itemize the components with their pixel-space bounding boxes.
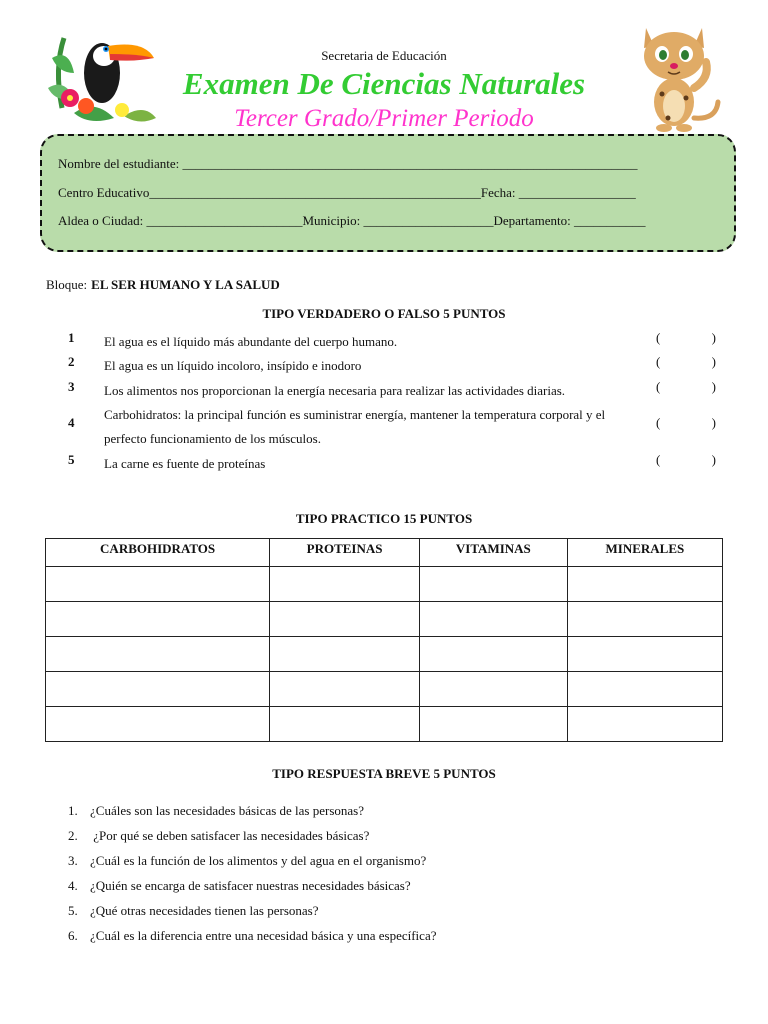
list-item: 1. ¿Cuáles son las necesidades básicas de las personas? <box>68 803 364 818</box>
tf-number: 4 <box>68 415 75 430</box>
answer-cell[interactable] <box>419 602 567 637</box>
tf-number: 5 <box>68 452 75 467</box>
answer-cell[interactable] <box>270 637 420 672</box>
answer-cell[interactable] <box>419 707 567 742</box>
question-text: ¿Qué otras necesidades tienen las personas? <box>90 903 319 918</box>
practice-title: TIPO PRACTICO 15 PUNTOS <box>295 511 473 526</box>
column-header: PROTEINAS <box>270 539 420 567</box>
tf-answer-box[interactable]: ( ) <box>656 415 716 430</box>
tf-statement: Carbohidratos: la principal función es suministrar energía, mantener la temperatura corporal y el perfecto funcionamiento de los músculos. <box>104 407 606 446</box>
table-row <box>46 602 723 637</box>
column-header: MINERALES <box>567 539 722 567</box>
list-item: 4. ¿Quién se encarga de satisfacer nuestras necesidades básicas? <box>68 878 411 893</box>
list-item: 5. ¿Qué otras necesidades tienen las personas? <box>68 903 319 918</box>
tf-answer-box[interactable]: ( ) <box>656 452 716 467</box>
list-item: 2. ¿Por qué se deben satisfacer las necesidades básicas? <box>68 828 370 843</box>
question-text: ¿Cuál es la función de los alimentos y del agua en el organismo? <box>90 853 427 868</box>
question-text: ¿Por qué se deben satisfacer las necesidades básicas? <box>90 828 370 843</box>
table-row <box>46 567 723 602</box>
answer-cell[interactable] <box>419 567 567 602</box>
tf-statement: Los alimentos nos proporcionan la energía necesaria para realizar las actividades diarias. <box>104 383 566 398</box>
answer-cell[interactable] <box>270 707 420 742</box>
tf-statement: La carne es fuente de proteínas <box>104 456 266 471</box>
answer-cell[interactable] <box>567 567 722 602</box>
answer-cell[interactable] <box>419 672 567 707</box>
answer-cell[interactable] <box>567 672 722 707</box>
answer-cell[interactable] <box>270 672 420 707</box>
secretaria-label: Secretaria de Educación <box>321 48 447 63</box>
exam-title: Examen De Ciencias Naturales <box>182 66 586 101</box>
answer-cell[interactable] <box>46 637 270 672</box>
table-row <box>46 672 723 707</box>
answer-cell[interactable] <box>46 672 270 707</box>
location-field[interactable]: Aldea o Ciudad: ________________________Municipio: ____________________Departamento: ___________ <box>58 213 646 228</box>
student-name-field[interactable]: Nombre del estudiante: ______________________________________________________________________ <box>58 156 638 171</box>
question-text: ¿Cuál es la diferencia entre una necesidad básica y una específica? <box>90 928 437 943</box>
list-item: 3. ¿Cuál es la función de los alimentos y del agua en el organismo? <box>68 853 427 868</box>
exam-subtitle: Tercer Grado/Primer Periodo <box>234 105 534 132</box>
true-false-title: TIPO VERDADERO O FALSO 5 PUNTOS <box>262 306 506 321</box>
school-date-field[interactable]: Centro Educativo___________________________________________________Fecha: __________________ <box>58 185 636 200</box>
table-row <box>46 637 723 672</box>
tf-answer-box[interactable]: ( ) <box>656 354 716 369</box>
answer-cell[interactable] <box>567 602 722 637</box>
list-item: 6. ¿Cuál es la diferencia entre una necesidad básica y una específica? <box>68 928 437 943</box>
answer-cell[interactable] <box>46 707 270 742</box>
bloque-line <box>46 277 280 293</box>
short-answer-list <box>68 798 436 948</box>
answer-cell[interactable] <box>270 602 420 637</box>
answer-cell[interactable] <box>567 707 722 742</box>
short-answer-title: TIPO RESPUESTA BREVE 5 PUNTOS <box>272 766 496 781</box>
tf-number: 1 <box>68 330 75 345</box>
tf-number: 3 <box>68 379 75 394</box>
tf-answer-box[interactable]: ( ) <box>656 379 716 394</box>
answer-cell[interactable] <box>46 567 270 602</box>
tf-number: 2 <box>68 354 75 369</box>
answer-cell[interactable] <box>46 602 270 637</box>
tf-statement: El agua es el líquido más abundante del cuerpo humano. <box>104 334 398 349</box>
bloque-value: EL SER HUMANO Y LA SALUD <box>91 277 280 292</box>
tf-answer-box[interactable]: ( ) <box>656 330 716 345</box>
column-header: VITAMINAS <box>419 539 567 567</box>
practice-table <box>45 538 723 742</box>
question-text: ¿Quién se encarga de satisfacer nuestras necesidades básicas? <box>90 878 411 893</box>
question-text: ¿Cuáles son las necesidades básicas de las personas? <box>90 803 364 818</box>
tf-statement: El agua es un líquido incoloro, insípido e inodoro <box>104 358 362 373</box>
answer-cell[interactable] <box>419 637 567 672</box>
student-info-box <box>40 134 736 252</box>
table-row <box>46 707 723 742</box>
answer-cell[interactable] <box>567 637 722 672</box>
column-header: CARBOHIDRATOS <box>46 539 270 567</box>
answer-cell[interactable] <box>270 567 420 602</box>
bloque-label: Bloque: <box>46 277 88 292</box>
